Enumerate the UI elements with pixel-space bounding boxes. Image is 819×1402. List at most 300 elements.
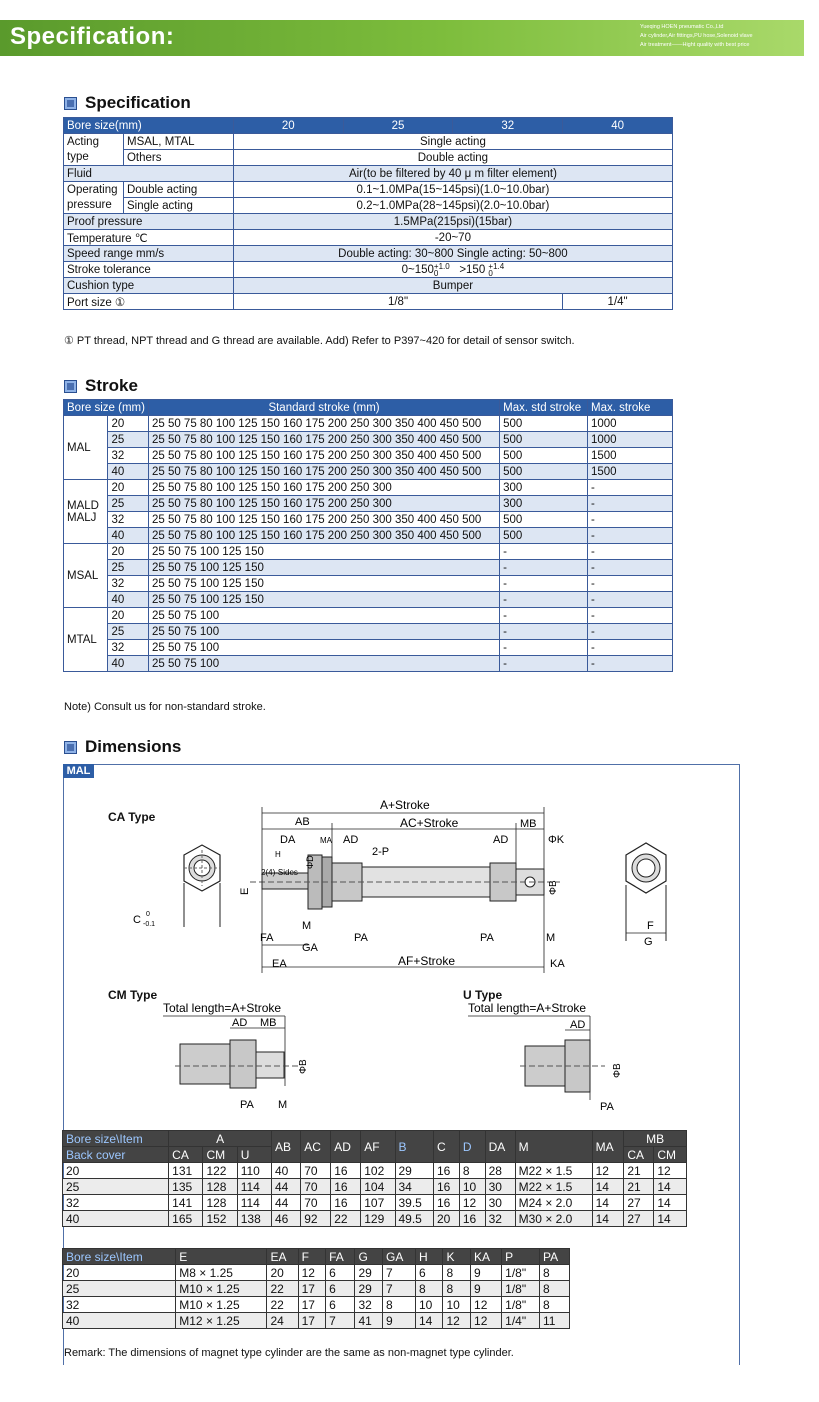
ga-label: GA [302,942,318,954]
stroke-max: 1500 [587,464,672,480]
t1-cell: 20 [63,1163,169,1179]
stroke-model-name: MSAL [67,569,99,582]
t1-cell: 131 [169,1163,203,1179]
fa-label: FA [260,932,274,944]
spec-acting-double: Double acting [233,150,672,166]
stroke-max: - [587,528,672,544]
m-label: M [302,920,312,932]
u-ad-label: AD [570,1019,586,1031]
t1-cell: 27 [624,1195,654,1211]
t2-header: G [355,1249,383,1265]
t1-header: AC [301,1131,331,1163]
spec-tol-label: Stroke tolerance [64,262,234,278]
t2-cell: 6 [326,1297,355,1313]
stroke-header: Max. stroke [587,400,672,416]
t2-cell: 32 [355,1297,383,1313]
t1-subheader: CA [169,1147,203,1163]
t1-cell: 32 [63,1195,169,1211]
stroke-max-std: 500 [500,528,588,544]
stroke-table [63,399,673,672]
table-row [63,1265,570,1281]
u-type-drawing [465,1000,635,1115]
t1-cell: 44 [272,1179,301,1195]
spec-proof-value: 1.5MPa(215psi)(15bar) [233,214,672,230]
stroke-max: - [587,608,672,624]
spec-tol-value [233,262,672,278]
t1-cell: 16 [331,1163,361,1179]
sides-label: 2(4)-Sides [261,868,298,877]
2p-label: 2-P [372,846,390,858]
t1-cell: 122 [203,1163,237,1179]
t2-cell: 12 [443,1313,471,1329]
table-row [63,1163,687,1179]
stroke-max: 1000 [587,416,672,432]
t2-cell: 12 [471,1297,502,1313]
t1-header: DA [485,1131,515,1163]
t2-cell: 7 [383,1265,416,1281]
spec-proof-label: Proof pressure [64,214,234,230]
stroke-max-std: 500 [500,432,588,448]
t2-cell: 8 [540,1265,570,1281]
t2-cell: 24 [267,1313,298,1329]
stroke-model [64,480,108,544]
t1-subheader: CM [203,1147,237,1163]
stroke-standard: 25 50 75 100 [148,656,499,672]
stroke-standard: 25 50 75 100 [148,624,499,640]
stroke-bore: 25 [108,560,148,576]
t1-header: MB [624,1131,687,1147]
spec-heading [64,93,191,113]
stroke-bore: 20 [108,608,148,624]
t1-cell: 14 [592,1211,624,1227]
stroke-standard: 25 50 75 100 125 150 [148,576,499,592]
stroke-bore: 32 [108,576,148,592]
dims-table-1 [62,1130,687,1227]
t1-subheader: CM [654,1147,687,1163]
t2-header: F [298,1249,326,1265]
t1-cell: 14 [654,1179,687,1195]
cm-type-label: CM Type [108,988,158,1002]
t1-cell: 46 [272,1211,301,1227]
t1-cell: 114 [237,1195,271,1211]
cm-pa-label: PA [240,1099,254,1111]
stroke-heading [64,376,138,396]
t2-header: E [176,1249,267,1265]
spec-temp-value: -20~70 [233,230,672,246]
t1-cell: 114 [237,1179,271,1195]
stroke-max-std: 300 [500,496,588,512]
spec-op-double-label: Double acting [123,182,233,198]
t2-cell: 22 [267,1297,298,1313]
t1-cell: 152 [203,1211,237,1227]
t1-cell: 29 [395,1163,434,1179]
stroke-standard: 25 50 75 80 100 125 150 160 175 200 250 300 [148,496,499,512]
t1-cell: 34 [395,1179,434,1195]
spec-type-label: type [64,150,124,166]
t2-cell: 17 [298,1281,326,1297]
t1-cell: 104 [361,1179,395,1195]
phik-label: ΦK [548,834,565,846]
ca-type-label: CA Type [108,810,156,824]
t1-cell: 10 [459,1179,485,1195]
t2-cell: 9 [471,1265,502,1281]
stroke-max-std: - [500,576,588,592]
stroke-bore: 20 [108,480,148,496]
stroke-model [64,416,108,480]
tol-a: 0~150 [401,263,434,276]
t1-cell: 14 [592,1195,624,1211]
t1-cell: 12 [592,1163,624,1179]
t1-cell: 16 [331,1179,361,1195]
t1-cell: 141 [169,1195,203,1211]
square-bullet-icon [64,97,77,110]
cm-phib-label: ΦB [298,1059,309,1074]
t1-cell: 92 [301,1211,331,1227]
t2-cell: 10 [443,1297,471,1313]
stroke-model-name: MALD [67,499,99,512]
stroke-standard: 25 50 75 80 100 125 150 160 175 200 250 300 350 400 450 500 [148,464,499,480]
t1-cell: 70 [301,1179,331,1195]
t1-cell: 70 [301,1163,331,1179]
company-line: Air cylinder,Air fittings,PU hose,Solenoid vlave [640,33,753,39]
hex-end-view-left [184,845,220,927]
stroke-max: - [587,480,672,496]
stroke-model-name: MAL [67,441,91,454]
t2-cell: 1/8" [502,1297,540,1313]
tol-b: >150 [459,263,486,276]
table-row [63,1281,570,1297]
tol-a-sup: +1.0 [433,261,450,271]
spec-bore: 20 [233,118,343,134]
spec-port-label: Port size ① [64,294,234,310]
dims-remark: Remark: The dimensions of magnet type cylinder are the same as non-magnet type cylinder. [64,1347,514,1359]
t2-cell: 6 [415,1265,443,1281]
t2-cell: 7 [326,1313,355,1329]
t2-cell: 8 [540,1297,570,1313]
spec-fluid-value: Air(to be filtered by 40 μ m filter element) [233,166,672,182]
ad-label: AD [343,834,359,846]
stroke-max-std: 300 [500,480,588,496]
stroke-standard: 25 50 75 80 100 125 150 160 175 200 250 300 350 400 450 500 [148,416,499,432]
u-pa-label: PA [600,1101,614,1113]
stroke-max-std: - [500,656,588,672]
t1-cell: 165 [169,1211,203,1227]
dims-heading [64,737,181,757]
g-label: G [644,936,653,948]
stroke-model-name: MTAL [67,633,97,646]
t1-cell: 107 [361,1195,395,1211]
t2-cell: 12 [298,1265,326,1281]
spec-note: ① PT thread, NPT thread and G thread are available. Add) Refer to P397~420 for detail of sensor switch. [64,335,575,347]
cm-total-label: Total length=A+Stroke [163,1001,282,1015]
stroke-header: Max. std stroke [500,400,588,416]
spec-cushion-label: Cushion type [64,278,234,294]
stroke-max: - [587,544,672,560]
u-total-label: Total length=A+Stroke [468,1001,587,1015]
stroke-max: - [587,656,672,672]
phid-label: ΦD [305,855,315,869]
stroke-bore: 25 [108,496,148,512]
stroke-standard: 25 50 75 100 125 150 [148,592,499,608]
u-phib-label: ΦB [612,1063,623,1078]
spec-acting-msal: MSAL, MTAL [123,134,233,150]
stroke-bore: 25 [108,432,148,448]
spec-heading-text: Specification [85,93,191,112]
t2-cell: 40 [63,1313,176,1329]
stroke-max-std: 500 [500,464,588,480]
t1-subheader: U [237,1147,271,1163]
t2-header: KA [471,1249,502,1265]
stroke-bore: 40 [108,464,148,480]
spec-bore: 25 [343,118,453,134]
dims-table-2 [62,1248,570,1329]
spec-acting-single: Single acting [233,134,672,150]
stroke-standard: 25 50 75 100 [148,608,499,624]
t2-header: GA [383,1249,416,1265]
t2-cell: 6 [326,1265,355,1281]
t2-cell: 7 [383,1281,416,1297]
square-bullet-icon [64,741,77,754]
t2-cell: 17 [298,1313,326,1329]
stroke-standard: 25 50 75 80 100 125 150 160 175 200 250 300 [148,480,499,496]
stroke-standard: 25 50 75 80 100 125 150 160 175 200 250 300 350 400 450 500 [148,512,499,528]
t2-cell: 11 [540,1313,570,1329]
t1-cell: 44 [272,1195,301,1211]
t1-cell: 8 [459,1163,485,1179]
stroke-bore: 32 [108,640,148,656]
da-label: DA [280,834,296,846]
mb-label: MB [520,818,537,830]
tol-a-sub: 0 [433,268,439,278]
t1-cell: 40 [272,1163,301,1179]
t2-cell: 41 [355,1313,383,1329]
spec-cushion-value: Bumper [233,278,672,294]
t1-cell: 30 [485,1195,515,1211]
hex-end-view-right [626,843,666,941]
t2-cell: 32 [63,1297,176,1313]
t1-cell: 110 [237,1163,271,1179]
table-row [63,1179,687,1195]
t2-cell: 22 [267,1281,298,1297]
tol-b-sup: +1.4 [488,261,505,271]
t2-cell: 29 [355,1265,383,1281]
t1-cell: 22 [331,1211,361,1227]
tol-b-sub: 0 [488,268,493,278]
spec-port-large: 1/4" [563,294,673,310]
t2-cell: M12 × 1.25 [176,1313,267,1329]
stroke-max-std: - [500,624,588,640]
t2-cell: M8 × 1.25 [176,1265,267,1281]
stroke-standard: 25 50 75 100 125 150 [148,560,499,576]
t2-cell: 1/8" [502,1281,540,1297]
spec-fluid-label: Fluid [64,166,234,182]
t2-cell: 8 [540,1281,570,1297]
ka-label: KA [550,958,565,970]
t1-cell: 21 [624,1179,654,1195]
stroke-max-std: - [500,640,588,656]
stroke-max-std: - [500,544,588,560]
stroke-standard: 25 50 75 80 100 125 150 160 175 200 250 300 350 400 450 500 [148,528,499,544]
t1-cell: 102 [361,1163,395,1179]
t1-header: Bore size\Item [63,1131,169,1147]
t1-cell: 14 [654,1211,687,1227]
cm-type-drawing [160,1000,330,1115]
spec-speed-value: Double acting: 30~800 Single acting: 50~800 [233,246,672,262]
stroke-bore: 40 [108,528,148,544]
ac-stroke-label: AC+Stroke [400,816,459,830]
page-banner [0,20,804,56]
t1-cell: 14 [654,1195,687,1211]
t1-cell: 16 [434,1179,460,1195]
tol-a-limits [434,263,450,277]
stroke-max: 1500 [587,448,672,464]
t2-cell: 12 [471,1313,502,1329]
spec-bore: 40 [563,118,673,134]
pa-label-right: PA [480,932,494,944]
cm-ad-label: AD [232,1017,248,1029]
stroke-bore: 20 [108,544,148,560]
t1-cell: 128 [203,1195,237,1211]
table-row [63,1313,570,1329]
tol-b-limits [488,263,504,277]
stroke-note: Note) Consult us for non-standard stroke. [64,701,266,713]
spec-port-small: 1/8" [233,294,562,310]
a-stroke-label: A+Stroke [380,798,430,812]
t2-cell: 6 [326,1281,355,1297]
t1-cell: 20 [434,1211,460,1227]
ea-label: EA [272,958,287,970]
h-label: H [275,850,281,859]
t1-subheader: CA [624,1147,654,1163]
stroke-max-std: - [500,560,588,576]
stroke-standard: 25 50 75 80 100 125 150 160 175 200 250 300 350 400 450 500 [148,448,499,464]
stroke-bore: 32 [108,512,148,528]
stroke-standard: 25 50 75 100 [148,640,499,656]
t1-cell: 12 [459,1195,485,1211]
t1-header: AD [331,1131,361,1163]
t2-header: FA [326,1249,355,1265]
t2-header: Bore size\Item [63,1249,176,1265]
t2-cell: 29 [355,1281,383,1297]
stroke-bore: 25 [108,624,148,640]
t2-cell: 20 [267,1265,298,1281]
stroke-standard: 25 50 75 100 125 150 [148,544,499,560]
t1-cell: 32 [485,1211,515,1227]
spec-operating-label: Operating [64,182,124,198]
t2-cell: 1/4" [502,1313,540,1329]
c-sup: 0 [146,911,150,918]
stroke-bore: 40 [108,656,148,672]
banner-title: Specification: [10,23,175,50]
cylinder-body [250,855,560,909]
t1-cell: 21 [624,1163,654,1179]
stroke-max: - [587,624,672,640]
t1-cell: 128 [203,1179,237,1195]
t1-cell: 39.5 [395,1195,434,1211]
t2-cell: 25 [63,1281,176,1297]
t2-cell: 9 [471,1281,502,1297]
t2-cell: 20 [63,1265,176,1281]
stroke-model-name: MALJ [67,511,97,524]
stroke-max: 1000 [587,432,672,448]
t1-header: B [395,1131,434,1163]
t2-header: K [443,1249,471,1265]
stroke-bore: 20 [108,416,148,432]
t1-cell: 40 [63,1211,169,1227]
ab-label: AB [295,816,310,828]
t2-cell: 8 [415,1281,443,1297]
f-label: F [647,920,654,932]
spec-speed-label: Speed range mm/s [64,246,234,262]
spec-bore: 32 [453,118,563,134]
stroke-header: Standard stroke (mm) [148,400,499,416]
t1-subheader: Back cover [63,1147,169,1163]
t1-cell: 16 [459,1211,485,1227]
stroke-max: - [587,576,672,592]
t1-cell: M24 × 2.0 [515,1195,592,1211]
company-line: Air treatment——Hight quality with best price [640,42,750,48]
t2-header: EA [267,1249,298,1265]
stroke-max-std: 500 [500,448,588,464]
af-stroke-label: AF+Stroke [398,954,456,968]
cm-mb-label: MB [260,1017,277,1029]
mal-tag: MAL [63,764,94,778]
table-row [63,1297,570,1313]
spec-op-double-value: 0.1~1.0MPa(15~145psi)(1.0~10.0bar) [233,182,672,198]
stroke-heading-text: Stroke [85,376,138,395]
t1-cell: 16 [434,1163,460,1179]
stroke-max-std: - [500,608,588,624]
t1-header: M [515,1131,592,1163]
stroke-max: - [587,496,672,512]
ad-label-right: AD [493,834,509,846]
stroke-max-std: 500 [500,416,588,432]
t2-header: P [502,1249,540,1265]
t1-cell: 14 [592,1179,624,1195]
stroke-model [64,544,108,608]
t1-cell: 28 [485,1163,515,1179]
table-row [63,1211,687,1227]
t1-cell: 25 [63,1179,169,1195]
t2-cell: 14 [415,1313,443,1329]
t1-cell: 30 [485,1179,515,1195]
stroke-max: - [587,592,672,608]
stroke-bore: 40 [108,592,148,608]
t1-cell: M22 × 1.5 [515,1179,592,1195]
t1-cell: M30 × 2.0 [515,1211,592,1227]
t1-cell: 129 [361,1211,395,1227]
t2-cell: 1/8" [502,1265,540,1281]
t2-header: PA [540,1249,570,1265]
spec-op-single-value: 0.2~1.0MPa(28~145psi)(2.0~10.0bar) [233,198,672,214]
stroke-model [64,608,108,672]
t2-cell: 17 [298,1297,326,1313]
m-label-right: M [546,932,556,944]
phib-label: ΦB [548,880,559,895]
u-type-label: U Type [463,988,503,1002]
dims-heading-text: Dimensions [85,737,182,756]
t1-header: AB [272,1131,301,1163]
spec-acting-others: Others [123,150,233,166]
spec-temp-label: Temperature ℃ [64,230,234,246]
t1-cell: 16 [434,1195,460,1211]
t2-cell: 9 [383,1313,416,1329]
table-row [63,1195,687,1211]
t1-cell: 49.5 [395,1211,434,1227]
t2-cell: M10 × 1.25 [176,1297,267,1313]
t1-cell: M22 × 1.5 [515,1163,592,1179]
cm-m-label: M [278,1099,288,1111]
